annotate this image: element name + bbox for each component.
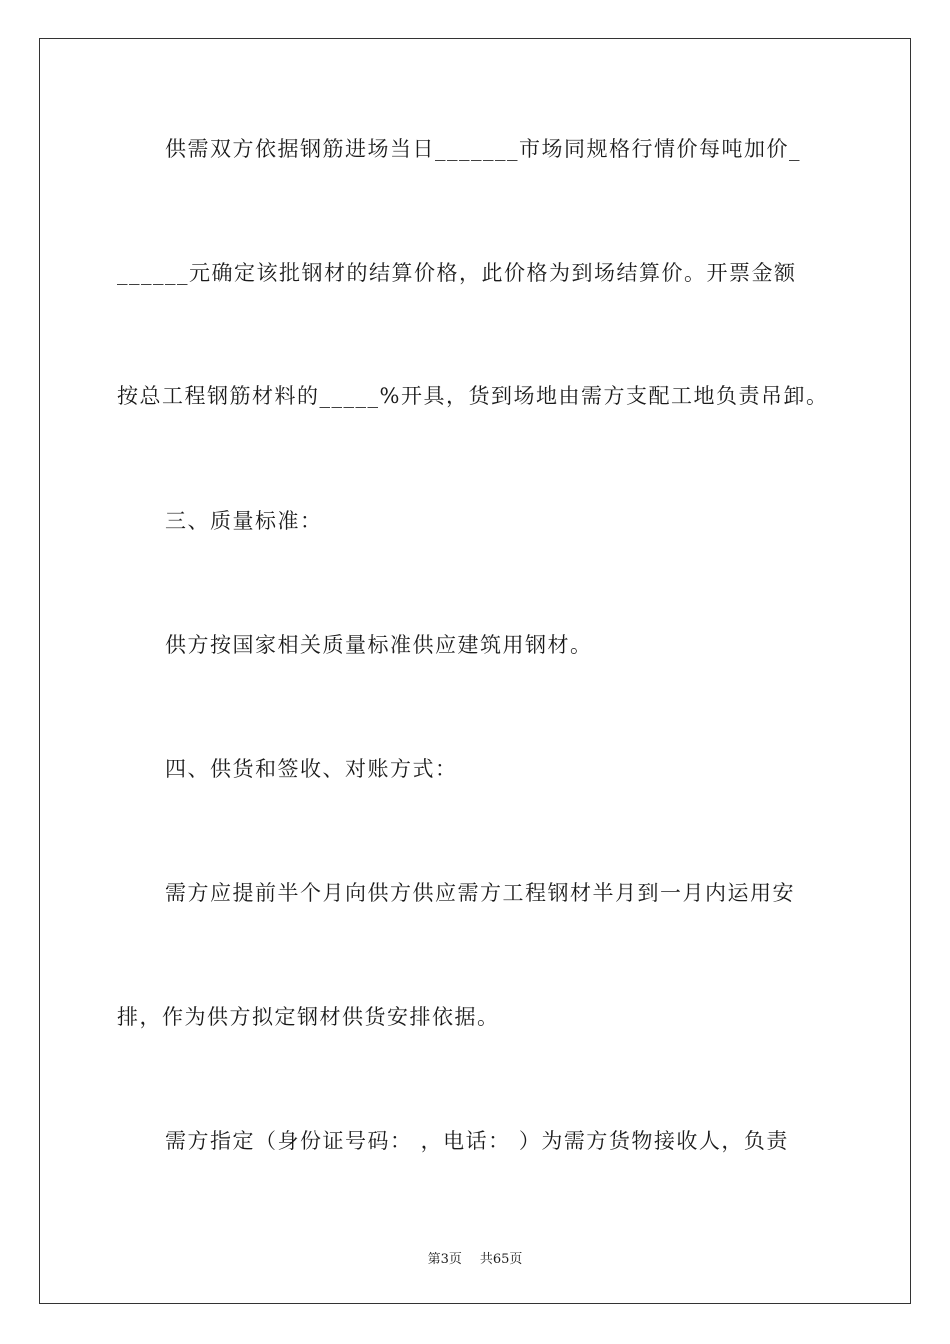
section-heading: 四、供货和签收、对账方式： — [165, 757, 458, 781]
page-total: 共65页 — [479, 1252, 523, 1267]
paragraph-line: 需方指定（身份证号码： ，电话： ）为需方货物接收人，负责 — [165, 1129, 789, 1153]
paragraph-line: 排，作为供方拟定钢材供货安排依据。 — [117, 1005, 500, 1029]
paragraph-line: ______元确定该批钢材的结算价格，此价格为到场结算价。开票金额 — [117, 261, 797, 285]
paragraph-line: 需方应提前半个月向供方供应需方工程钢材半月到一月内运用安 — [165, 881, 795, 905]
page-number: 第3页 — [427, 1252, 462, 1267]
paragraph-line: 供需双方依据钢筋进场当日_______市场同规格行情价每吨加价_ — [165, 137, 801, 161]
paragraph-line: 按总工程钢筋材料的_____%开具，货到场地由需方支配工地负责吊卸。 — [117, 384, 829, 408]
page-footer — [0, 1248, 950, 1267]
section-heading: 三、质量标准： — [165, 509, 323, 533]
paragraph-line: 供方按国家相关质量标准供应建筑用钢材。 — [165, 633, 593, 657]
page-border — [39, 38, 911, 1304]
